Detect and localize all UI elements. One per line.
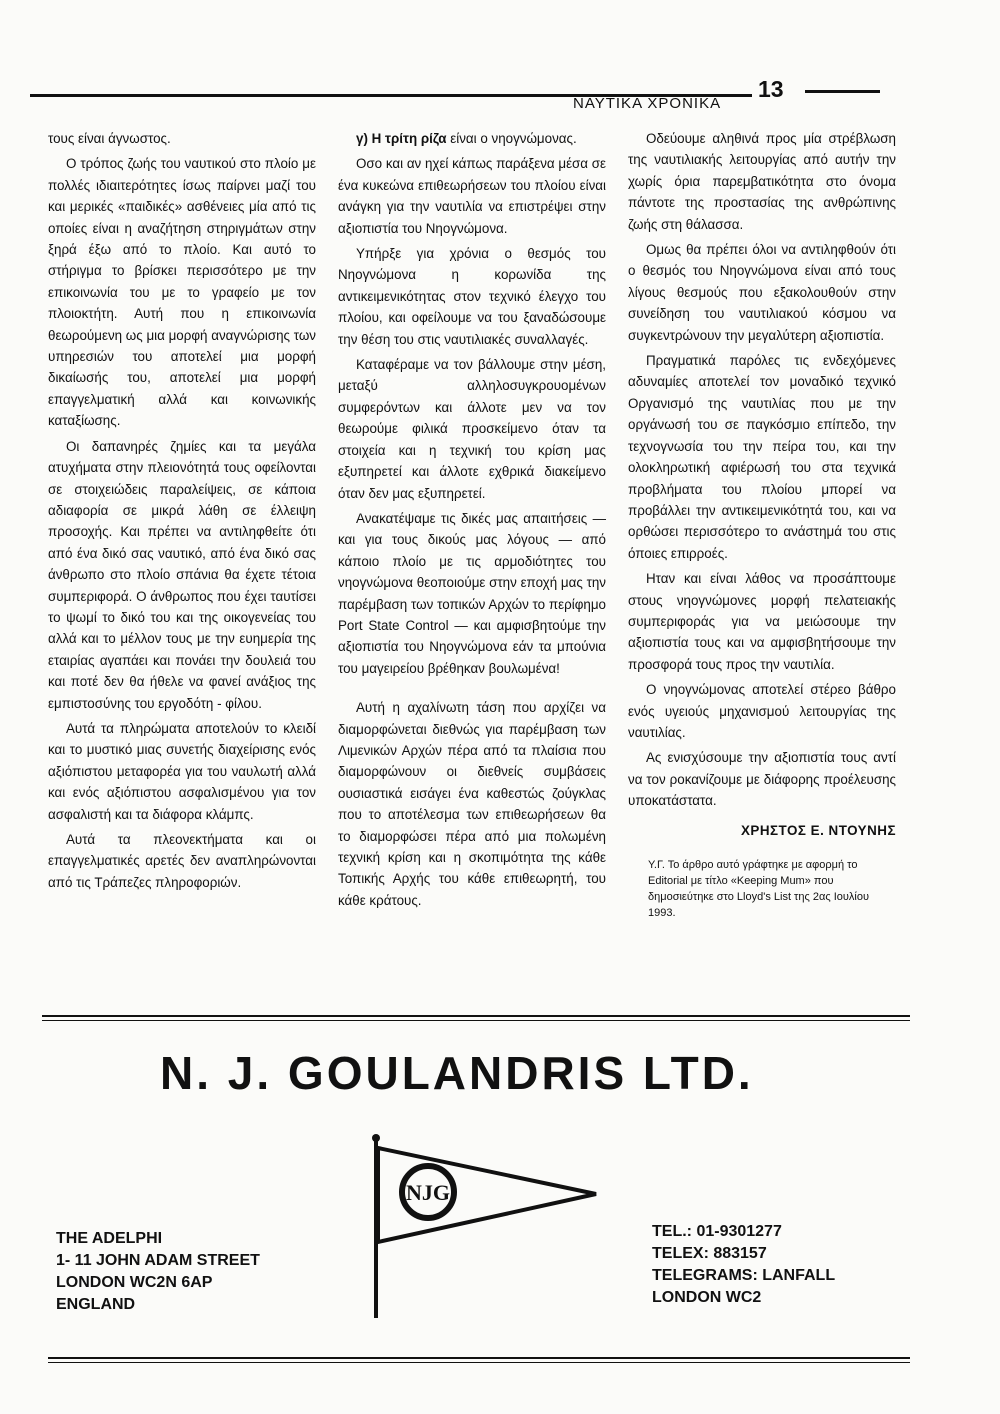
paragraph: Καταφέραμε να τον βάλλουμε στην μέση, μεταξύ αλληλοσυγκρουομένων συμφερόντων και άλλοτε μεν να τον θεωρούμε φιλικά προσκείμενο όταν τα στοιχεία και η τεχνική του κρίση μας εξυπηρετεί και άλλοτε εχθρικά διακείμενο όταν δεν μας εξυπηρετεί. <box>338 357 606 501</box>
section-lead-text: είναι ο νηογνώμονας. <box>446 131 577 146</box>
address-line: LONDON WC2N 6AP <box>56 1274 213 1291</box>
postscript-note: Υ.Γ. Το άρθρο αυτό γράφτηκε με αφορμή το Editorial με τίτλο «Keeping Mum» που δημοσιεύτηκε στο Lloyd's List της 2ας Ιουλίου 1993. <box>648 859 869 919</box>
paragraph: Ομως θα πρέπει όλοι να αντιληφθούν ότι ο θεσμός του Νηογνώμονα είναι από τους λίγους θεσμούς που εξακολουθούν στην συνείδηση του ναυτιλιακού κόσμου να συγκεντρώνουν την μεγαλύτερη αξιοπιστία. <box>628 242 896 343</box>
telegrams: TELEGRAMS: LANFALL <box>652 1267 836 1284</box>
separator-rule <box>42 1015 910 1017</box>
paragraph: Ο νηογνώμονας αποτελεί στέρεο βάθρο ενός υγειούς μηχανισμού λειτουργίας της ναυτιλίας. <box>628 682 896 740</box>
contact-block <box>652 1221 835 1309</box>
address-line: ENGLAND <box>56 1296 136 1313</box>
address-line: 1- 11 JOHN ADAM STREET <box>56 1252 260 1269</box>
paragraph: Ανακατέψαμε τις δικές μας απαιτήσεις — και για τους δικούς μας λόγους — από κάποιο πλοίο με τις αρμοδιότητες του νηογνώμονα θεοποιούμε στην εποχή μας την παρέμβαση των τοπικών Αρχών το περίφημο Port State Control — και αμφισβητούμε την αξιοπιστία του Νηογνώμονα εάν τα μπούνια του μαγειρείου βρέθηκαν βουλωμένα! <box>338 510 606 676</box>
paragraph: Οδεύουμε αληθινά προς μία στρέβλωση της ναυτιλιακής λειτουργίας από αυτήν την χωρίς όρια παρεμβατικότητα στο όνομα πάντοτε της προστασίας της ανθρώπινης ζωής στη θάλασσα. <box>628 131 896 232</box>
article-column-3 <box>628 128 896 921</box>
paragraph: Ας ενισχύσουμε την αξιοπιστία τους αντί να τον ροκανίζουμε με διάφορης προέλευσης υποκατάστατα. <box>628 750 896 809</box>
telephone: TEL.: 01-9301277 <box>652 1223 782 1240</box>
paragraph: Οι δαπανηρές ζημίες και τα μεγάλα ατυχήματα στην πλειονότητά τους οφείλονται σε στοιχειώδεις παραλείψεις, σε κάποια αδιαφορία σε μικρά λάθη σε έλλειψη προσοχής. Και πρέπει να αντιληφθείτε ότι από ένα δικό σας ναυτικό, από ένα δικό σας άνθρωπο στο πλοίο σπάνια θα έχετε τέτοια συμπεριφορά. Ο άνθρωπος που έχει ταυτίσει το ψωμί το δικό του και της οικογενείας του αλλά και το μέλλον τους με την ευημερία της εταιρίας αγαπάει και πονάει την δουλειά του και ποτέ δεν θα ήθελε να φανεί ανάξιος της εμπιστοσύνης του εργοδότη - φίλου. <box>48 438 316 711</box>
page-number: 13 <box>758 76 784 102</box>
paragraph: Αυτά τα πληρώματα αποτελούν το κλειδί και το μυστικό μιας συνετής διαχείρισης ενός αξιόπιστου μεταφορέα για του ναυλωτή αλλά και ενός αξιόπιστου ασφαλισμένου για τον ασφαλιστή και τα διάφορα κλάμπς. <box>48 720 316 822</box>
paragraph: Αυτά τα πλεονεκτήματα και οι επαγγελματικές αρετές δεν αναπληρώνονται από τις Τράπεζες πληροφοριών. <box>48 832 316 890</box>
flag-pole-finial <box>372 1134 380 1142</box>
section-lead-paragraph <box>338 128 606 149</box>
header-rule-right <box>805 90 880 93</box>
telegrams-city: LONDON WC2 <box>652 1289 762 1306</box>
author-signature: ΧΡΗΣΤΟΣ Ε. ΝΤΟΥΝΗΣ <box>740 822 896 838</box>
paragraph: Ηταν και είναι λάθος να προσάπτουμε στους νηογνώμονες μορφή πελατειακής συμπεριφοράς για να μειώσουμε την αξιοπιστία τους και να αμφισβητήσουμε την προσφορά τους προς την ναυτιλία. <box>628 571 896 672</box>
separator-rule-thin <box>42 1020 910 1021</box>
article-column-2 <box>338 128 606 915</box>
telex: TELEX: 883157 <box>652 1245 767 1262</box>
paragraph: Οσο και αν ηχεί κάπως παράξενα μέσα σε ένα κυκεώνα επιθεωρήσεων του πλοίου είναι ανάγκη για την ναυτιλία να επιστρέψει στην αξιοπιστία του Νηογνώμονα. <box>338 156 606 236</box>
footer-rule-thin <box>48 1362 910 1363</box>
paragraph: Υπήρξε για χρόνια ο θεσμός του Νηογνώμονα η κορωνίδα της αντικειμενικότητας στον τεχνικό έλεγχο του πλοίου, και οφείλουμε να του ξαναδώσουμε την θέση του στις ναυτιλιακές συναλλαγές. <box>338 246 606 347</box>
pennant-flag-icon <box>360 1130 600 1320</box>
article-column-1 <box>48 128 316 897</box>
paragraph: τους είναι άγνωστος. <box>48 131 171 146</box>
paragraph: Ο τρόπος ζωής του ναυτικού στο πλοίο με πολλές ιδιαιτερότητες ίσως παίρνει μαζί του και μερικές «παιδικές» ασθένειες μία από τις οποίες είναι η αναζήτηση στηριγμάτων στην ξηρά έξω από το πλοίο. Και αυτό το στήριγμα το βρίσκει περισσότερο με την επικοινωνία του με το γραφείο με τον πλοιοκτήτη. Αυτή που η επικοινωνία θεωρούμενη ως μια μορφή αναγνώρισης των υπηρεσιών του αποτελεί μια μορφή δικαίωσής του, αποτελεί μια μορφή επαγγελματική αλλά και κοινωνικής καταξίωσης. <box>48 156 316 429</box>
address-block <box>56 1228 260 1316</box>
company-name: N. J. GOULANDRIS LTD. <box>160 1047 754 1099</box>
footer-rule <box>48 1357 910 1359</box>
paragraph: Αυτή η αχαλίνωτη τάση που αρχίζει να διαμορφώνεται διεθνώς για παρέμβαση των Λιμενικών Αρχών πέρα από τα πλαίσια που διαμορφώνουν οι διεθνείς συμβάσεις ουσιαστικά εισάγει ένα καθεστώς ζούγκλας που το αποτέλεσμα των επιθεωρήσεων θα το διαμορφώσει πέρα από μια πολωμένη τεχνική κρίση και η σκοπιμότητα της κάθε Τοπικής Αρχής του κάθε επιθεωρητή, του κάθε κράτους. <box>338 700 606 908</box>
paragraph: Πραγματικά παρόλες τις ενδεχόμενες αδυναμίες αποτελεί τον μοναδικό τεχνικό Οργανισμό της ναυτιλίας που με την οργάνωσή του σε παγκόσμιο επίπεδο, την τεχνογνωσία του την πείρα του, και την ολοκληρωτική αφιέρωσή του στα τεχνικά προβλήματα του πλοίου μπορεί να προβάλλει την αντικειμενικότητά του, και να ορθώσει περισσότερο το ανάστημά του στις όποιες επιρροές. <box>628 353 896 561</box>
emblem-monogram: NJG <box>406 1180 450 1205</box>
address-line: THE ADELPHI <box>56 1230 163 1247</box>
running-head: ΝΑΥΤΙΚΑ ΧΡΟΝΙΚΑ <box>573 95 722 112</box>
section-heading: γ) Η τρίτη ρίζα <box>356 131 447 146</box>
